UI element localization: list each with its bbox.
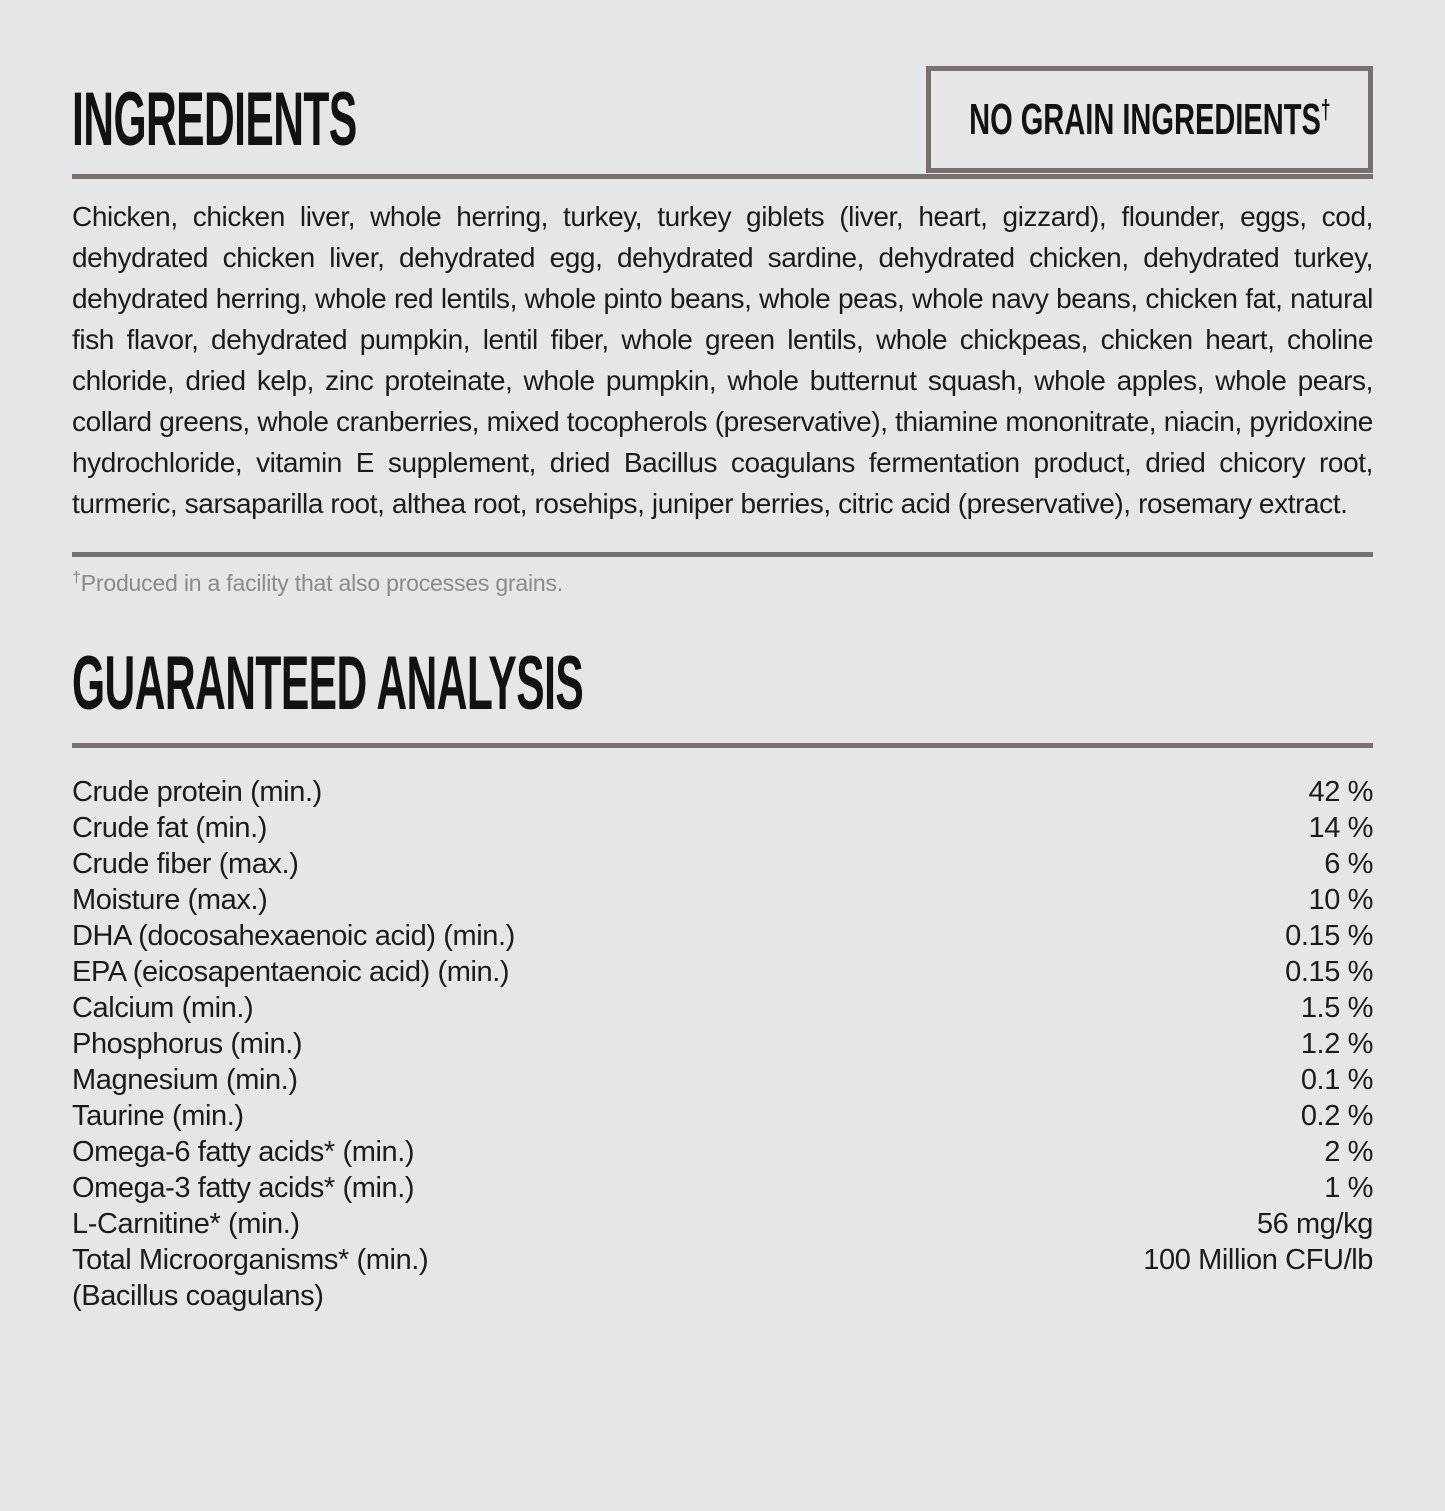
analysis-row <box>72 882 1373 918</box>
analysis-row-value: 56 mg/kg <box>1256 1208 1373 1240</box>
analysis-header <box>72 641 1373 726</box>
analysis-row <box>72 1170 1373 1206</box>
no-grain-badge-label: NO GRAIN INGREDIENTS <box>968 94 1321 144</box>
analysis-row-label: Moisture (max.) <box>72 884 268 916</box>
no-grain-badge-dagger: † <box>1320 93 1331 124</box>
analysis-row-value: 1 % <box>1324 1172 1373 1204</box>
analysis-row-label: Crude fat (min.) <box>72 812 268 844</box>
analysis-row-value: 14 % <box>1308 812 1373 844</box>
footnote-text: Produced in a facility that also processes grains. <box>80 570 563 596</box>
no-grain-badge <box>926 66 1373 173</box>
analysis-row-label: Calcium (min.) <box>72 992 254 1024</box>
analysis-row-label: DHA (docosahexaenoic acid) (min.) <box>72 920 515 952</box>
grain-footnote <box>72 570 1373 597</box>
analysis-row <box>72 1206 1373 1242</box>
ingredients-bottom-rule <box>72 552 1373 557</box>
analysis-row-value: 6 % <box>1324 848 1373 880</box>
analysis-row <box>72 1134 1373 1170</box>
analysis-row <box>72 846 1373 882</box>
guaranteed-analysis-title: GUARANTEED ANALYSIS <box>72 641 584 726</box>
analysis-row <box>72 1098 1373 1134</box>
analysis-row-value: 2 % <box>1324 1136 1373 1168</box>
analysis-row <box>72 774 1373 810</box>
analysis-row-value: 0.1 % <box>1300 1064 1373 1096</box>
analysis-table <box>72 774 1373 1314</box>
analysis-row-label: Crude fiber (max.) <box>72 848 299 880</box>
analysis-row-value: 0.15 % <box>1285 920 1373 952</box>
analysis-row-label: Total Microorganisms* (min.) <box>72 1244 429 1276</box>
analysis-row-value: 1.5 % <box>1300 992 1373 1024</box>
analysis-row-value: 0.15 % <box>1285 956 1373 988</box>
analysis-row-label: Phosphorus (min.) <box>72 1028 303 1060</box>
label-page <box>0 66 1445 1511</box>
ingredients-top-rule <box>72 174 1373 179</box>
analysis-row-label: Magnesium (min.) <box>72 1064 298 1096</box>
analysis-row <box>72 990 1373 1026</box>
analysis-row-label: Omega-3 fatty acids* (min.) <box>72 1172 415 1204</box>
ingredients-header <box>72 66 1373 173</box>
analysis-row-value: 10 % <box>1308 884 1373 916</box>
analysis-row-value: 100 Million CFU/lb <box>1143 1244 1373 1276</box>
analysis-row-label: Crude protein (min.) <box>72 776 322 808</box>
analysis-row-value: 42 % <box>1308 776 1373 808</box>
analysis-row <box>72 810 1373 846</box>
footnote-dagger: † <box>72 568 81 587</box>
analysis-row <box>72 1278 1373 1314</box>
analysis-row <box>72 1062 1373 1098</box>
analysis-row-label: Omega-6 fatty acids* (min.) <box>72 1136 415 1168</box>
analysis-row-label: L-Carnitine* (min.) <box>72 1208 300 1240</box>
analysis-row-label: (Bacillus coagulans) <box>72 1280 324 1312</box>
analysis-row-label: Taurine (min.) <box>72 1100 244 1132</box>
analysis-row <box>72 954 1373 990</box>
analysis-row-label: EPA (eicosapentaenoic acid) (min.) <box>72 956 510 988</box>
analysis-row <box>72 918 1373 954</box>
analysis-row <box>72 1026 1373 1062</box>
analysis-row-value: 1.2 % <box>1300 1028 1373 1060</box>
ingredients-list-text: Chicken, chicken liver, whole herring, turkey, turkey giblets (liver, heart, gizzard), flounder, eggs, cod, dehydrated chicken liver, dehydrated egg, dehydrated sardine, dehydrated chicken, dehydrated turkey, dehydrated herring, whole red lentils, whole pinto beans, whole peas, whole navy beans, chicken fat, natural fish flavor, dehydrated pumpkin, lentil fiber, whole green lentils, whole chickpeas, chicken heart, choline chloride, dried kelp, zinc proteinate, whole pumpkin, whole butternut squash, whole apples, whole pears, collard greens, whole cranberries, mixed tocopherols (preservative), thiamine mononitrate, niacin, pyridoxine hydrochloride, vitamin E supplement, dried Bacillus coagulans fermentation product, dried chicory root, turmeric, sarsaparilla root, althea root, rosehips, juniper berries, citric acid (preservative), rosemary extract. <box>72 201 1373 519</box>
analysis-row-value: 0.2 % <box>1300 1100 1373 1132</box>
ingredients-title: INGREDIENTS <box>72 76 357 162</box>
analysis-rule <box>72 743 1373 748</box>
analysis-row <box>72 1242 1373 1278</box>
no-grain-badge-text <box>968 93 1331 144</box>
